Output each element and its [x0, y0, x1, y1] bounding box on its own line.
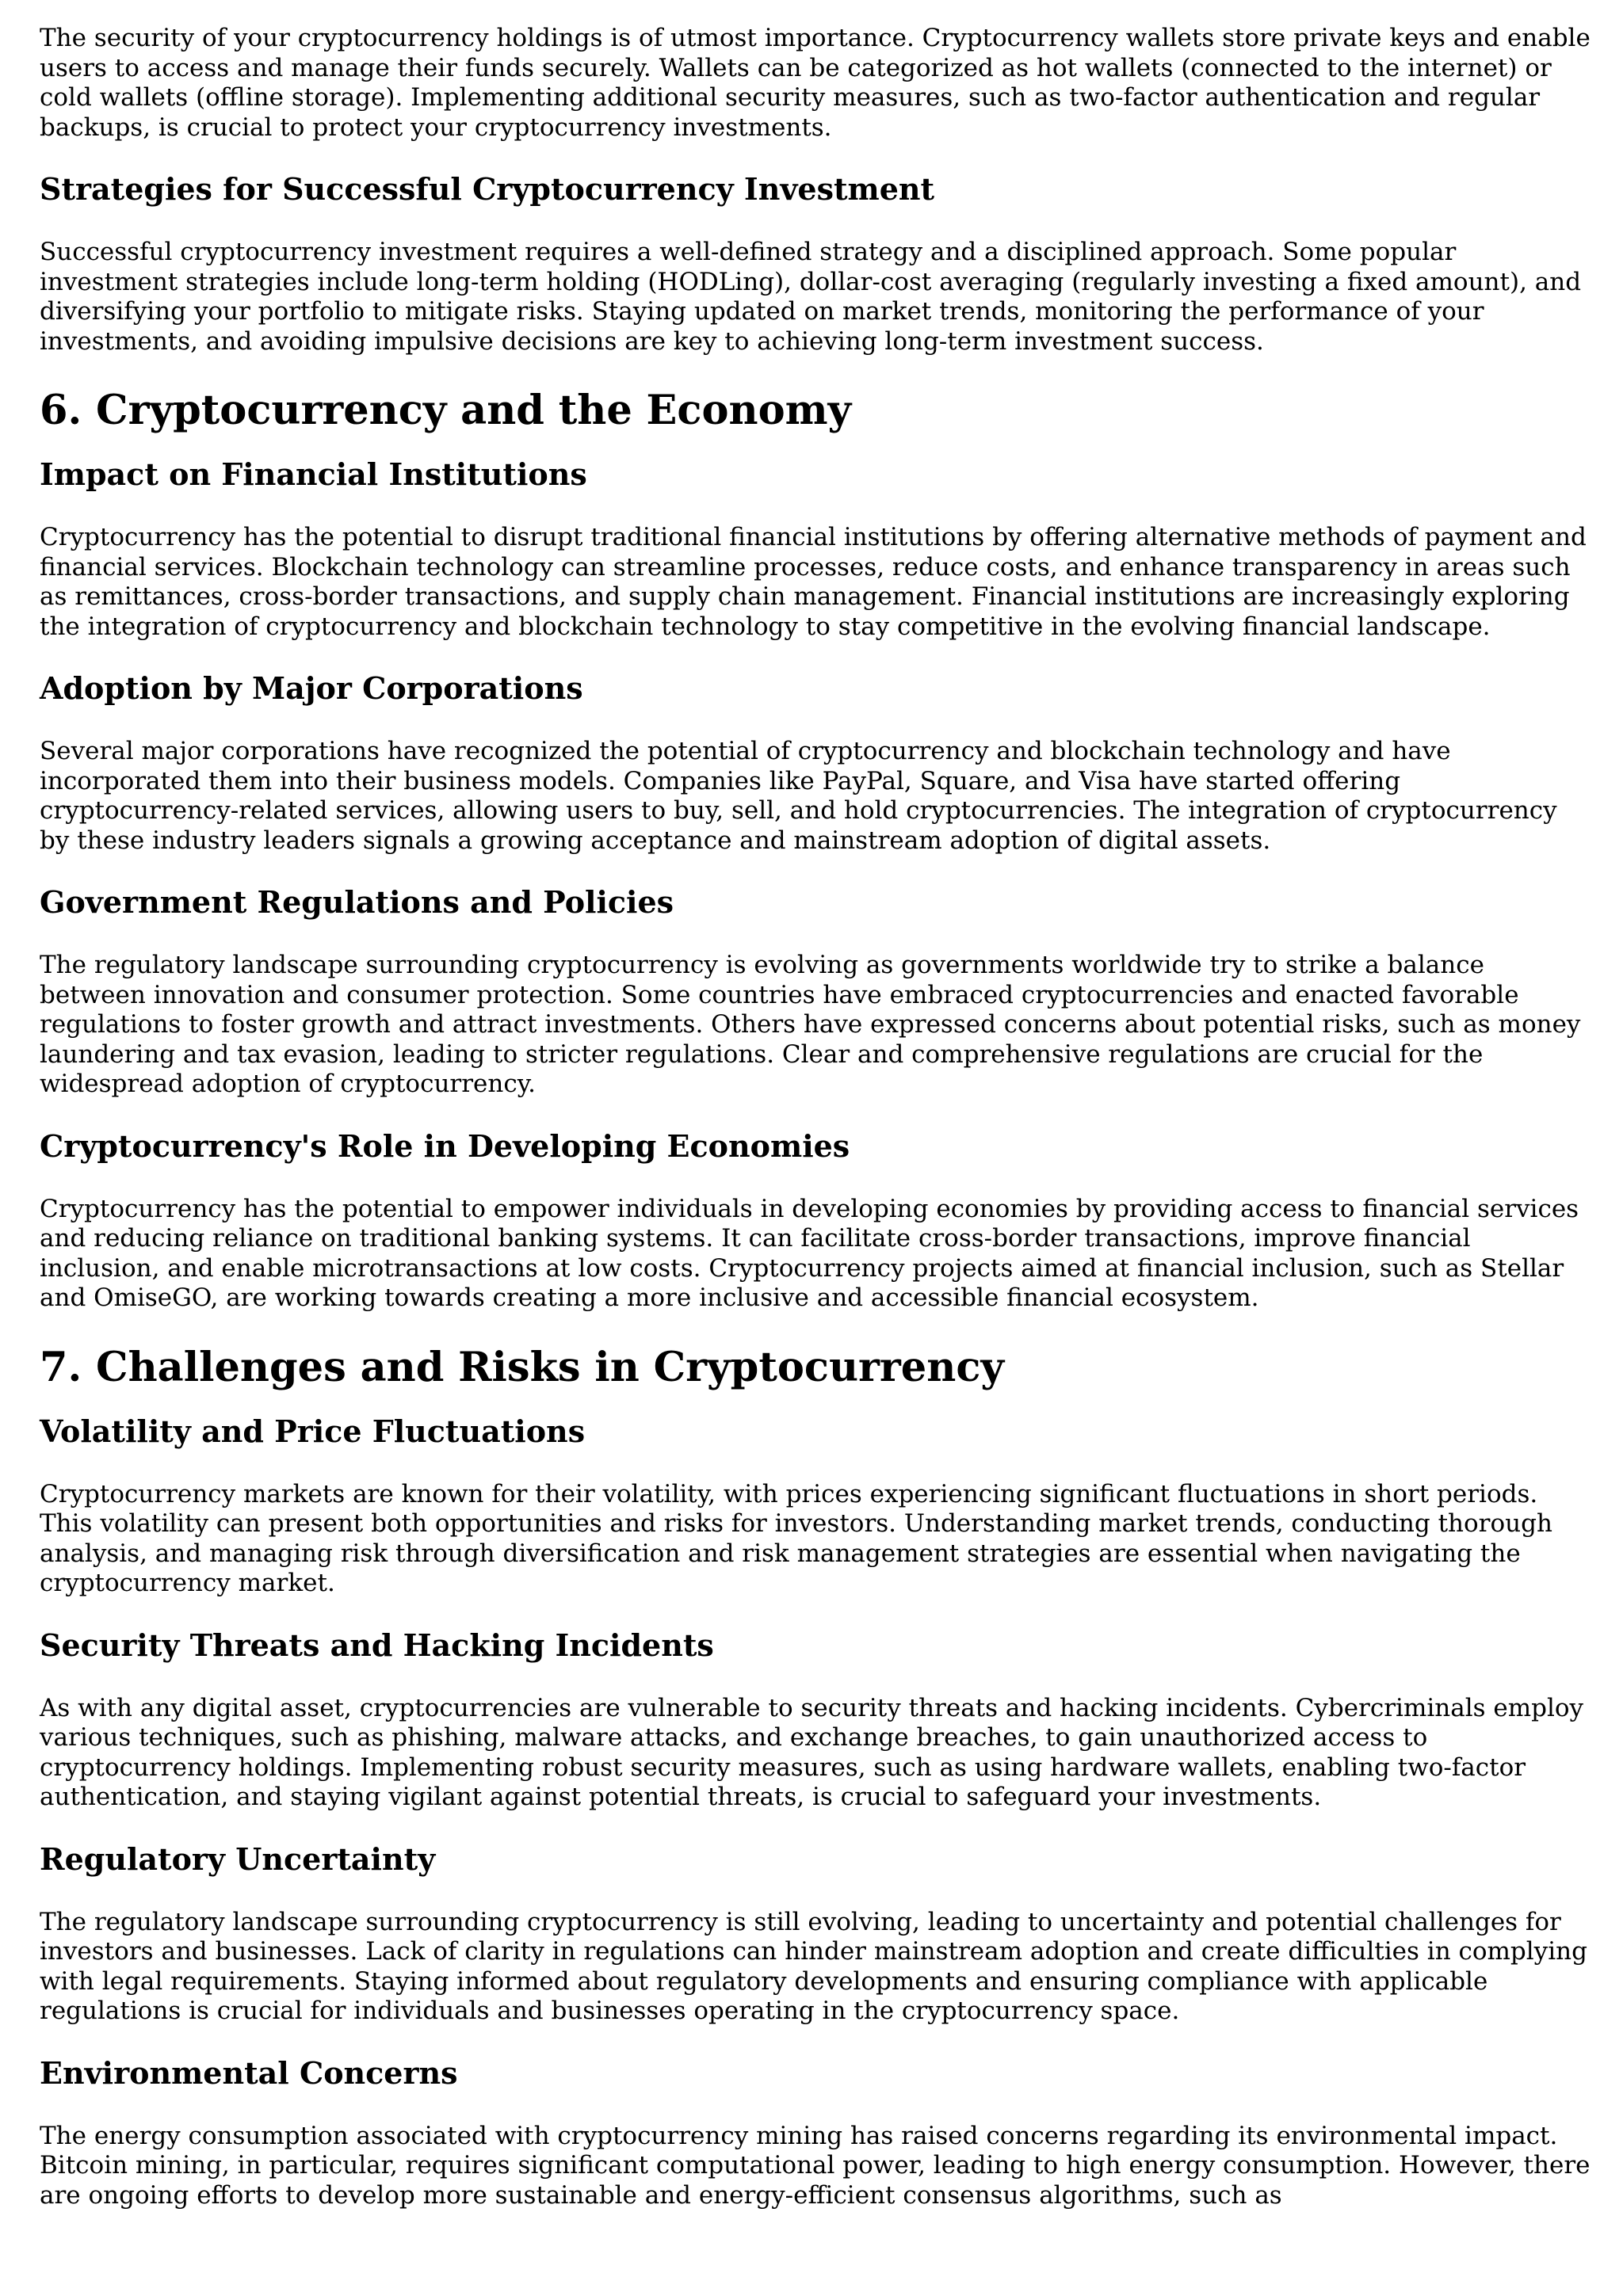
heading-regulations: Government Regulations and Policies	[40, 884, 674, 920]
document-page	[40, 24, 1593, 2210]
heading-strategies: Strategies for Successful Cryptocurrency Investment	[40, 171, 935, 207]
section-heading-6: 6. Cryptocurrency and the Economy	[40, 387, 852, 434]
section-heading-7: 7. Challenges and Risks in Cryptocurrency	[40, 1343, 1005, 1391]
paragraph-developing-economies: Cryptocurrency has the potential to empower individuals in developing economies by providing access to financial services and reducing reliance on traditional banking systems. It can facilitate cross-border transactions, improve financial inclusion, and enable microtransactions at low costs. Cryptocurrency projects aimed at financial inclusion, such as Stellar and OmiseGO, are working towards creating a more inclusive and accessible financial ecosystem.	[40, 1194, 1579, 1312]
paragraph-volatility: Cryptocurrency markets are known for their volatility, with prices experiencing significant fluctuations in short periods. This volatility can present both opportunities and risks for investors. Understanding market trends, conducting thorough analysis, and managing risk through diversification and risk management strategies are essential when navigating the cryptocurrency market.	[40, 1479, 1552, 1597]
paragraph-wallet-security: The security of your cryptocurrency holdings is of utmost importance. Cryptocurrency wallets store private keys and enable users to access and manage their funds securely. Wallets can be categorized as hot wallets (connected to the internet) or cold wallets (offline storage). Implementing additional security measures, such as two-factor authentication and regular backups, is crucial to protect your cryptocurrency investments.	[40, 24, 1591, 142]
heading-regulatory-uncertainty: Regulatory Uncertainty	[40, 1840, 436, 1877]
heading-corporations: Adoption by Major Corporations	[40, 670, 583, 706]
heading-financial-institutions: Impact on Financial Institutions	[40, 456, 587, 492]
paragraph-regulatory-uncertainty: The regulatory landscape surrounding cryptocurrency is still evolving, leading to uncertainty and potential challenges for investors and businesses. Lack of clarity in regulations can hinder mainstream adoption and create difficulties in complying with legal requirements. Staying informed about regulatory developments and ensuring compliance with applicable regulations is crucial for individuals and businesses operating in the cryptocurrency space.	[40, 1907, 1587, 2025]
heading-volatility: Volatility and Price Fluctuations	[40, 1413, 586, 1449]
paragraph-financial-institutions: Cryptocurrency has the potential to disrupt traditional financial institutions by offering alternative methods of payment and financial services. Blockchain technology can streamline processes, reduce costs, and enhance transparency in areas such as remittances, cross-border transactions, and supply chain management. Financial institutions are increasingly exploring the integration of cryptocurrency and blockchain technology to stay competitive in the evolving financial landscape.	[40, 523, 1587, 641]
heading-environmental: Environmental Concerns	[40, 2054, 458, 2091]
heading-developing-economies: Cryptocurrency's Role in Developing Economies	[40, 1127, 850, 1164]
paragraph-corporations: Several major corporations have recognized the potential of cryptocurrency and blockchain technology and have incorporated them into their business models. Companies like PayPal, Square, and Visa have started offering cryptocurrency-related services, allowing users to buy, sell, and hold cryptocurrencies. The integration of cryptocurrency by these industry leaders signals a growing acceptance and mainstream adoption of digital assets.	[40, 737, 1557, 855]
paragraph-strategies: Successful cryptocurrency investment requires a well-defined strategy and a disciplined approach. Some popular investment strategies include long-term holding (HODLing), dollar-cost averaging (regularly investing a fixed amount), and diversifying your portfolio to mitigate risks. Staying updated on market trends, monitoring the performance of your investments, and avoiding impulsive decisions are key to achieving long-term investment success.	[40, 238, 1582, 356]
paragraph-regulations: The regulatory landscape surrounding cryptocurrency is evolving as governments worldwide try to strike a balance between innovation and consumer protection. Some countries have embraced cryptocurrencies and enacted favorable regulations to foster growth and attract investments. Others have expressed concerns about potential risks, such as money laundering and tax evasion, leading to stricter regulations. Clear and comprehensive regulations are crucial for the widespread adoption of cryptocurrency.	[40, 951, 1581, 1098]
heading-security-threats: Security Threats and Hacking Incidents	[40, 1627, 714, 1663]
paragraph-security-threats: As with any digital asset, cryptocurrencies are vulnerable to security threats and hacking incidents. Cybercriminals employ various techniques, such as phishing, malware attacks, and exchange breaches, to gain unauthorized access to cryptocurrency holdings. Implementing robust security measures, such as using hardware wallets, enabling two-factor authentication, and staying vigilant against potential threats, is crucial to safeguard your investments.	[40, 1693, 1584, 1811]
paragraph-environmental: The energy consumption associated with cryptocurrency mining has raised concerns regarding its environmental impact. Bitcoin mining, in particular, requires significant computational power, leading to high energy consumption. However, there are ongoing efforts to develop more sustainable and energy-efficient consensus algorithms, such as	[40, 2121, 1591, 2210]
